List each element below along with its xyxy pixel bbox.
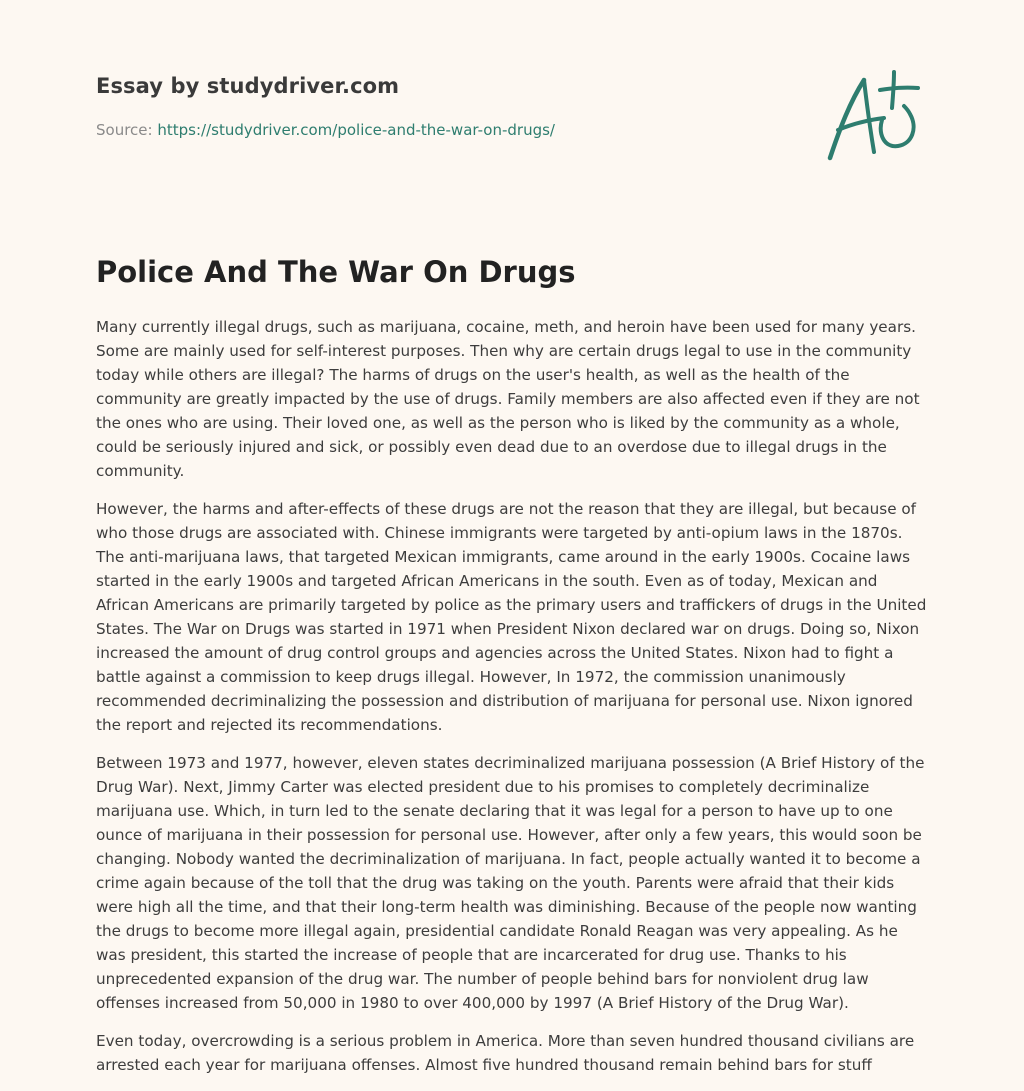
essay-header bbox=[96, 74, 796, 139]
article-paragraph: Even today, overcrowding is a serious problem in America. More than seven hundred thousand civilians are arrested each year for marijuana offenses. Almost five hundred thousand remain behind bars for stuff bbox=[96, 1032, 915, 1074]
source-line bbox=[96, 121, 796, 139]
essay-by-heading: Essay by studydriver.com bbox=[96, 74, 400, 98]
article-paragraph: Between 1973 and 1977, however, eleven states decriminalized marijuana possession (A Brief History of the Drug War). Next, Jimmy Carter was elected president due to his promises to completely decriminalize marijuana use. Which, in turn led to the senate declaring that it was legal for a person to have up to one ounce of marijuana in their possession for personal use. However, after only a few years, this would soon be changing. Nobody wanted the decriminalization of marijuana. In fact, people actually wanted it to become a crime again because of the toll that the drug was taking on the youth. Parents were afraid that their kids were high all the time, and that their long-term health was diminishing. Because of the people now wanting the drugs to become more illegal again, presidential candidate Ronald Reagan was very appealing. As he was president, this started the increase of people that are incarcerated for drug use. Thanks to his unprecedented expansion of the drug war. The number of people behind bars for nonviolent drug law offenses increased from 50,000 in 1980 to over 400,000 by 1997 (A Brief History of the Drug War). bbox=[96, 754, 925, 1012]
a-plus-logo-icon bbox=[820, 66, 930, 166]
article-body bbox=[96, 315, 932, 1091]
article-paragraph: Many currently illegal drugs, such as marijuana, cocaine, meth, and heroin have been used for many years. Some are mainly used for self-interest purposes. Then why are certain drugs legal to use in the community today while others are illegal? The harms of drugs on the user's health, as well as the health of the community are greatly impacted by the use of drugs. Family members are also affected even if they are not the ones who are using. Their loved one, as well as the person who is liked by the community as a whole, could be seriously injured and sick, or possibly even dead due to an overdose due to illegal drugs in the community. bbox=[96, 318, 920, 480]
page-title: Police And The War On Drugs bbox=[96, 255, 576, 289]
source-label: Source: bbox=[96, 121, 153, 139]
article-paragraph: However, the harms and after-effects of these drugs are not the reason that they are illegal, but because of who those drugs are associated with. Chinese immigrants were targeted by anti-opium laws in the 1870s. The anti-marijuana laws, that targeted Mexican immigrants, came around in the early 1900s. Cocaine laws started in the early 1900s and targeted African Americans in the south. Even as of today, Mexican and African Americans are primarily targeted by police as the primary users and traffickers of drugs in the United States. The War on Drugs was started in 1971 when President Nixon declared war on drugs. Doing so, Nixon increased the amount of drug control groups and agencies across the United States. Nixon had to fight a battle against a commission to keep drugs illegal. However, In 1972, the commission unanimously recommended decriminalizing the possession and distribution of marijuana for personal use. Nixon ignored the report and rejected its recommendations. bbox=[96, 500, 927, 734]
source-link[interactable]: https://studydriver.com/police-and-the-war-on-drugs/ bbox=[157, 121, 555, 139]
